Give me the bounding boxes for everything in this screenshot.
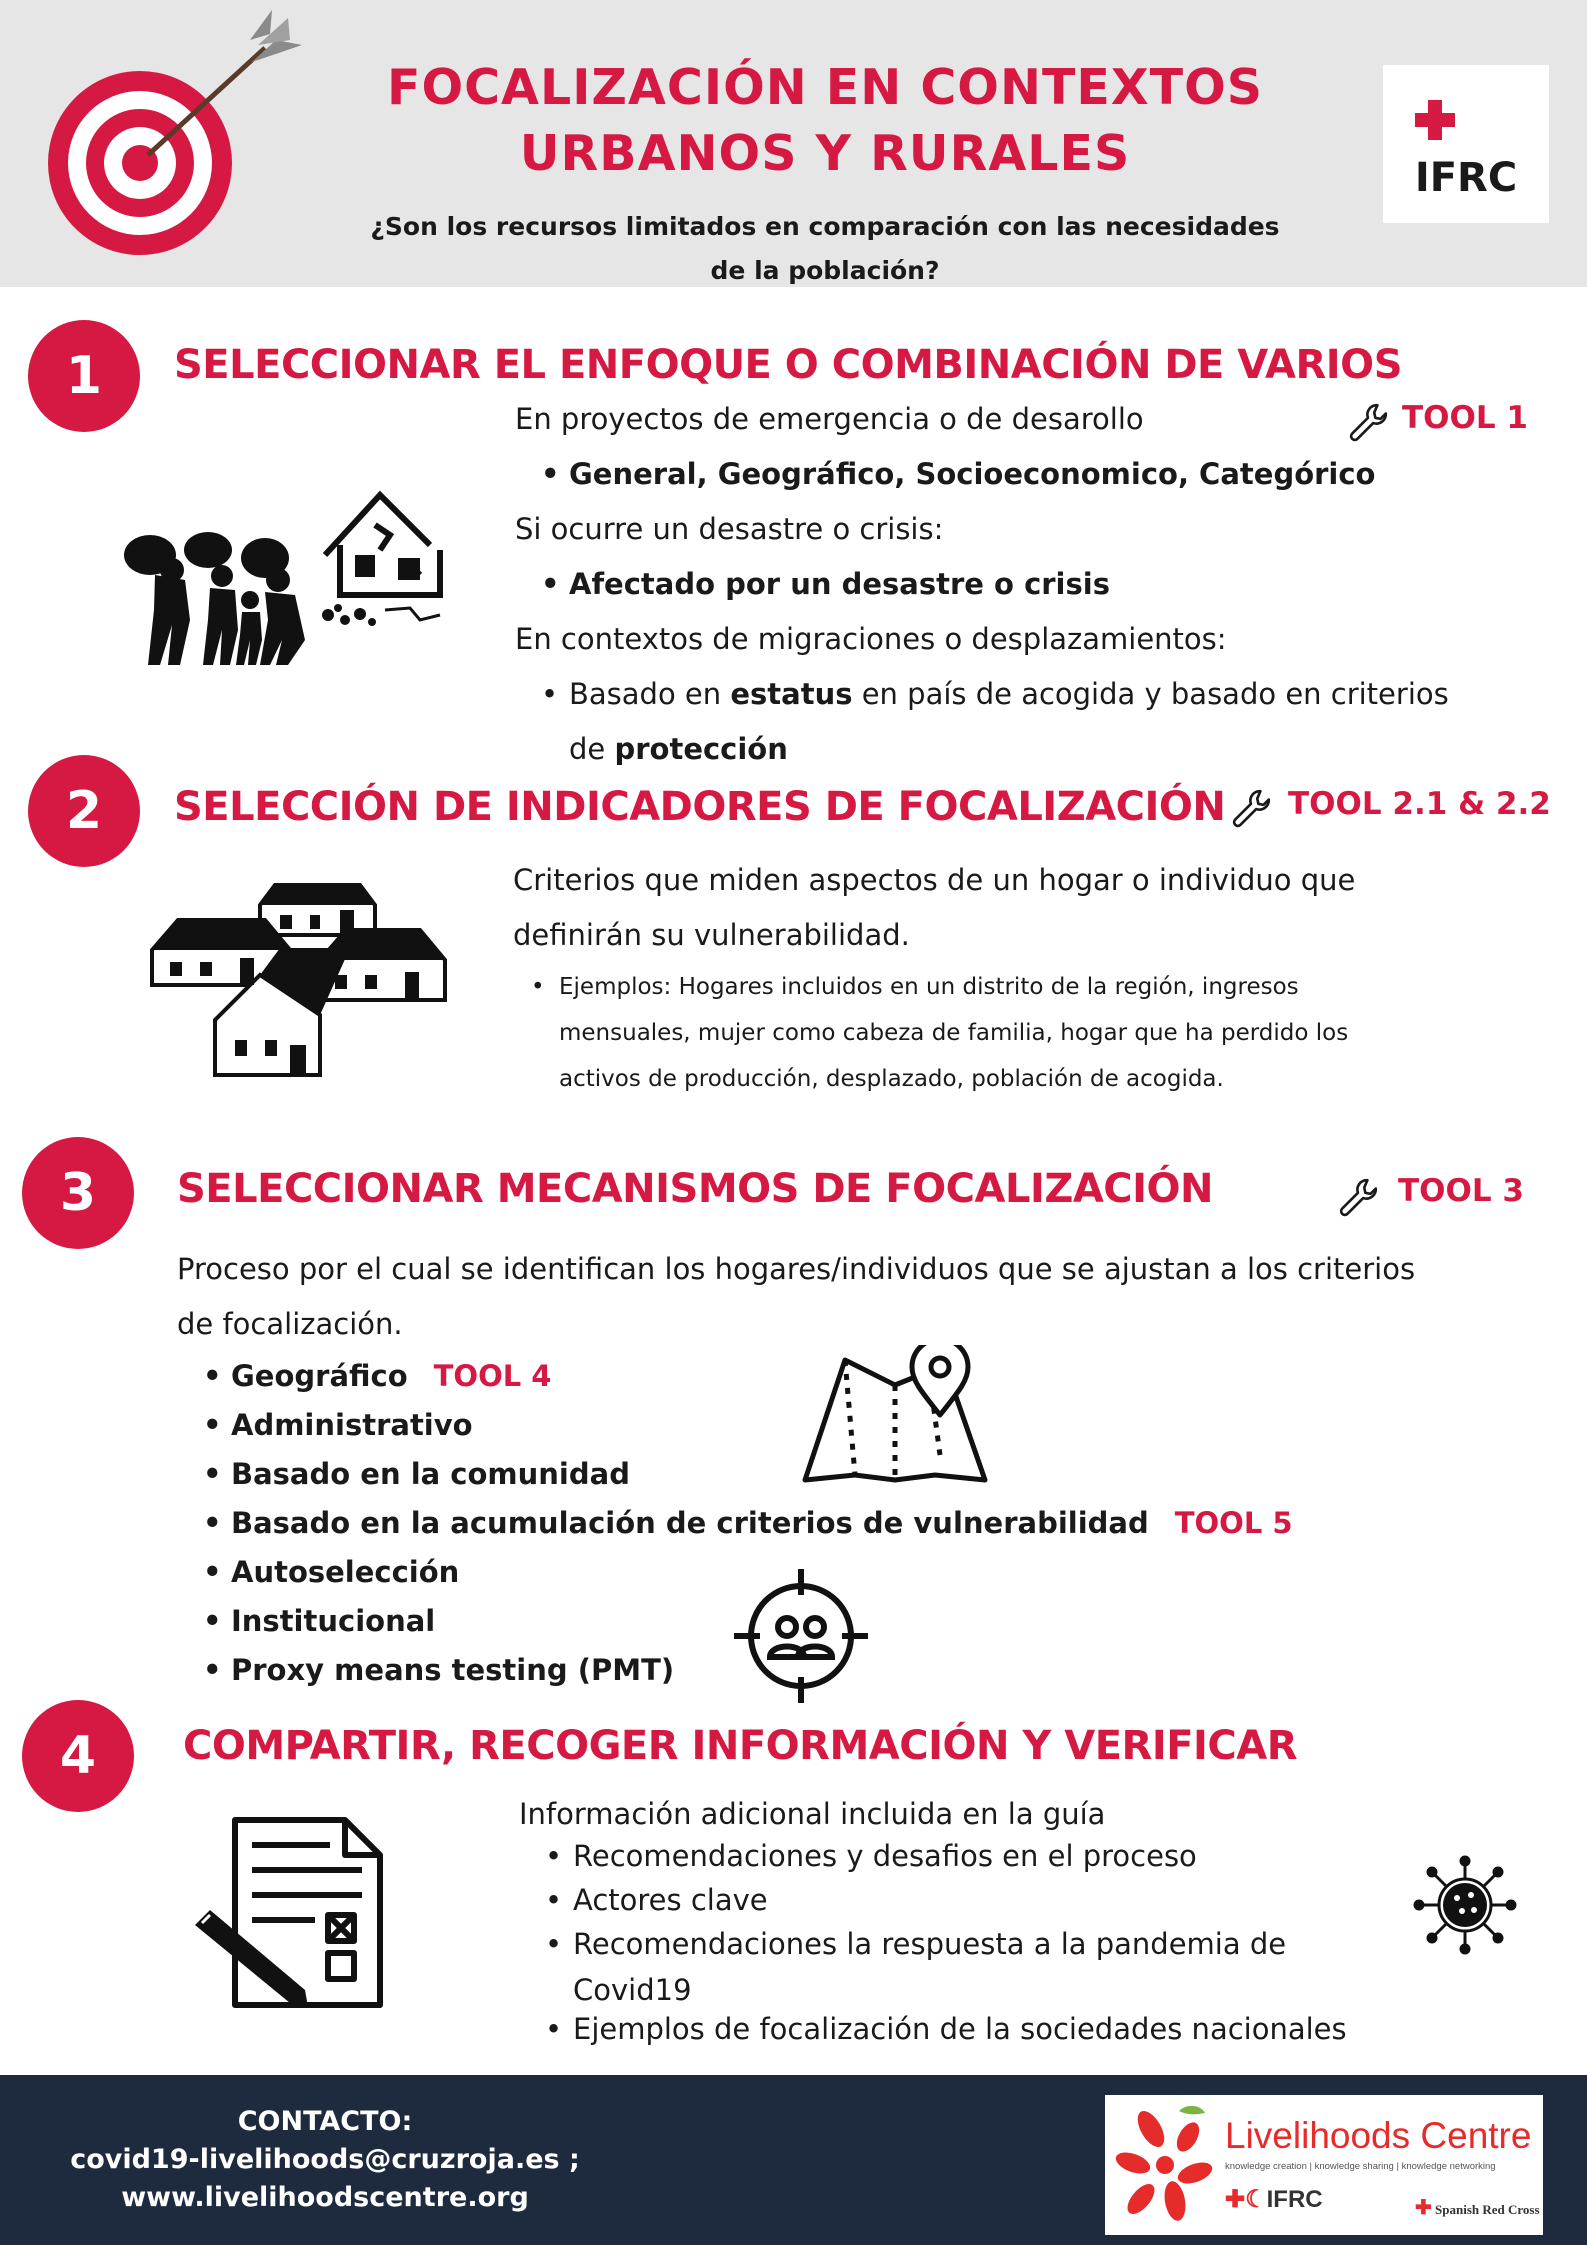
s1-line-1: En proyectos de emergencia o de desarollo [515, 402, 1144, 436]
s4-bullet: • Recomendaciones la respuesta a la pandemia de [573, 1922, 1286, 1966]
mechanism-label: Basado en la acumulación de criterios de vulnerabilidad [231, 1506, 1149, 1540]
footer [0, 2075, 1587, 2245]
s1-b3-e: protección [614, 732, 788, 766]
ifrc-logo [1383, 65, 1549, 223]
target-icon [40, 0, 320, 270]
ifrc-logo-text: IFRC [1414, 155, 1518, 201]
step-4-heading: COMPARTIR, RECOGER INFORMACIÓN Y VERIFICAR [183, 1723, 1298, 1769]
page-title [300, 55, 1350, 187]
mechanism-label: Basado en la comunidad [231, 1457, 630, 1491]
s4-bullet: • Ejemplos de focalización de la sociedades nacionales [573, 2007, 1347, 2051]
s3-line-1: Proceso por el cual se identifican los hogares/individuos que se ajustan a los criterios [177, 1252, 1416, 1286]
s1-bullet-3-cont [569, 722, 788, 777]
title-line-2: URBANOS Y RURALES [519, 125, 1131, 182]
mechanism-label: Administrativo [231, 1408, 473, 1442]
spanish-red-cross-logo [1415, 2195, 1540, 2220]
s4-line-1: Información adicional incluida en la guía [519, 1797, 1106, 1831]
page-subtitle [330, 205, 1320, 293]
livelihoods-centre-logo [1105, 2095, 1543, 2235]
s4-bullet: • Recomendaciones y desafios en el proceso [573, 1834, 1197, 1878]
step-3-number: 3 [22, 1137, 134, 1249]
footer-ifrc-logo [1225, 2185, 1323, 2214]
s2-example-3: activos de producción, desplazado, población de acogida. [559, 1066, 1224, 1092]
step-4-number: 4 [22, 1700, 134, 1812]
s2-line-2: definirán su vulnerabilidad. [513, 918, 910, 952]
step-1-number: 1 [28, 320, 140, 432]
mechanism-item [231, 1453, 630, 1496]
s1-bullet-2: • Afectado por un desastre o crisis [569, 557, 1110, 612]
mechanism-item [231, 1404, 473, 1447]
s4-bullet: • Actores clave [573, 1878, 768, 1922]
s1-b3-a: Basado en [569, 677, 731, 711]
subtitle-line-1: ¿Son los recursos limitados en comparación con las necesidades [370, 212, 1280, 241]
red-cross-crescent-icon [1383, 83, 1549, 163]
checklist-form-icon [190, 1815, 390, 2010]
mechanism-label: Institucional [231, 1604, 436, 1638]
step-3-heading: SELECCIONAR MECANISMOS DE FOCALIZACIÓN [177, 1166, 1213, 1212]
mechanism-label: Geográfico [231, 1359, 408, 1393]
header [0, 0, 1587, 287]
mechanism-item [231, 1600, 435, 1643]
tool-1-link[interactable]: TOOL 1 [1402, 400, 1528, 436]
s2-example-1: • Ejemplos: Hogares incluidos en un distrito de la región, ingresos [559, 964, 1299, 1010]
step-2-number: 2 [28, 755, 140, 867]
step-1-heading: SELECCIONAR EL ENFOQUE O COMBINACIÓN DE VARIOS [174, 342, 1402, 388]
mechanism-item [231, 1551, 459, 1594]
mechanism-item [231, 1502, 1293, 1545]
map-pin-icon [800, 1345, 990, 1485]
contact-website-link[interactable]: www.livelihoodscentre.org [121, 2182, 529, 2213]
livelihoods-flower-icon [1113, 2101, 1223, 2231]
livelihoods-centre-tagline: knowledge creation | knowledge sharing | knowledge networking [1225, 2161, 1496, 2172]
s1-b3-b: estatus [730, 677, 853, 711]
spanish-red-cross-text: Spanish Red Cross [1435, 2202, 1540, 2217]
contact-label: CONTACTO: [237, 2106, 413, 2137]
spanish-red-cross-icon: ✚ [1415, 2197, 1432, 2219]
title-line-1: FOCALIZACIÓN EN CONTEXTOS [386, 59, 1264, 116]
footer-crescent-icon: ☾ [1245, 2186, 1267, 2213]
s1-bullet-1: • General, Geográfico, Socioeconomico, Categórico [569, 447, 1375, 502]
s2-example-2: mensuales, mujer como cabeza de familia, hogar que ha perdido los [559, 1020, 1349, 1046]
step-2-heading: SELECCIÓN DE INDICADORES DE FOCALIZACIÓN [174, 784, 1226, 830]
mechanism-item [231, 1649, 674, 1692]
virus-icon [1410, 1855, 1520, 1955]
footer-ifrc-text: IFRC [1266, 2186, 1323, 2213]
mechanism-tool-link[interactable]: TOOL 5 [1174, 1506, 1293, 1540]
s1-line-3: En contextos de migraciones o desplazamientos: [515, 622, 1227, 656]
s1-b3-d: de [569, 732, 615, 766]
s4-bullet-3-cont: Covid19 [573, 1973, 692, 2007]
contact-email-link[interactable]: covid19-livelihoods@cruzroja.es ; [70, 2144, 580, 2175]
wrench-icon [1338, 1176, 1380, 1218]
s1-line-2: Si ocurre un desastre o crisis: [515, 512, 944, 546]
livelihoods-centre-name: Livelihoods Centre [1225, 2115, 1532, 2156]
s1-bullet-3 [569, 667, 1449, 722]
wrench-icon [1231, 787, 1273, 829]
wrench-icon [1348, 401, 1390, 443]
tool-3-link[interactable]: TOOL 3 [1398, 1173, 1524, 1209]
contact-block [40, 2103, 610, 2217]
s2-line-1: Criterios que miden aspectos de un hogar o individuo que [513, 863, 1356, 897]
footer-red-cross-icon: ✚ [1225, 2186, 1246, 2213]
mechanism-tool-link[interactable]: TOOL 4 [433, 1359, 552, 1393]
houses-icon [150, 880, 450, 1080]
mechanism-item [231, 1355, 551, 1398]
s1-b3-c: en país de acogida y basado en criterios [852, 677, 1449, 711]
target-people-icon [730, 1565, 872, 1707]
subtitle-line-2: de la población? [710, 256, 940, 285]
mechanism-label: Autoselección [231, 1555, 460, 1589]
mechanism-label: Proxy means testing (PMT) [231, 1653, 675, 1687]
tool-2-link[interactable]: TOOL 2.1 & 2.2 [1288, 786, 1551, 822]
s3-line-2: de focalización. [177, 1307, 403, 1341]
displaced-people-icon [110, 480, 460, 670]
